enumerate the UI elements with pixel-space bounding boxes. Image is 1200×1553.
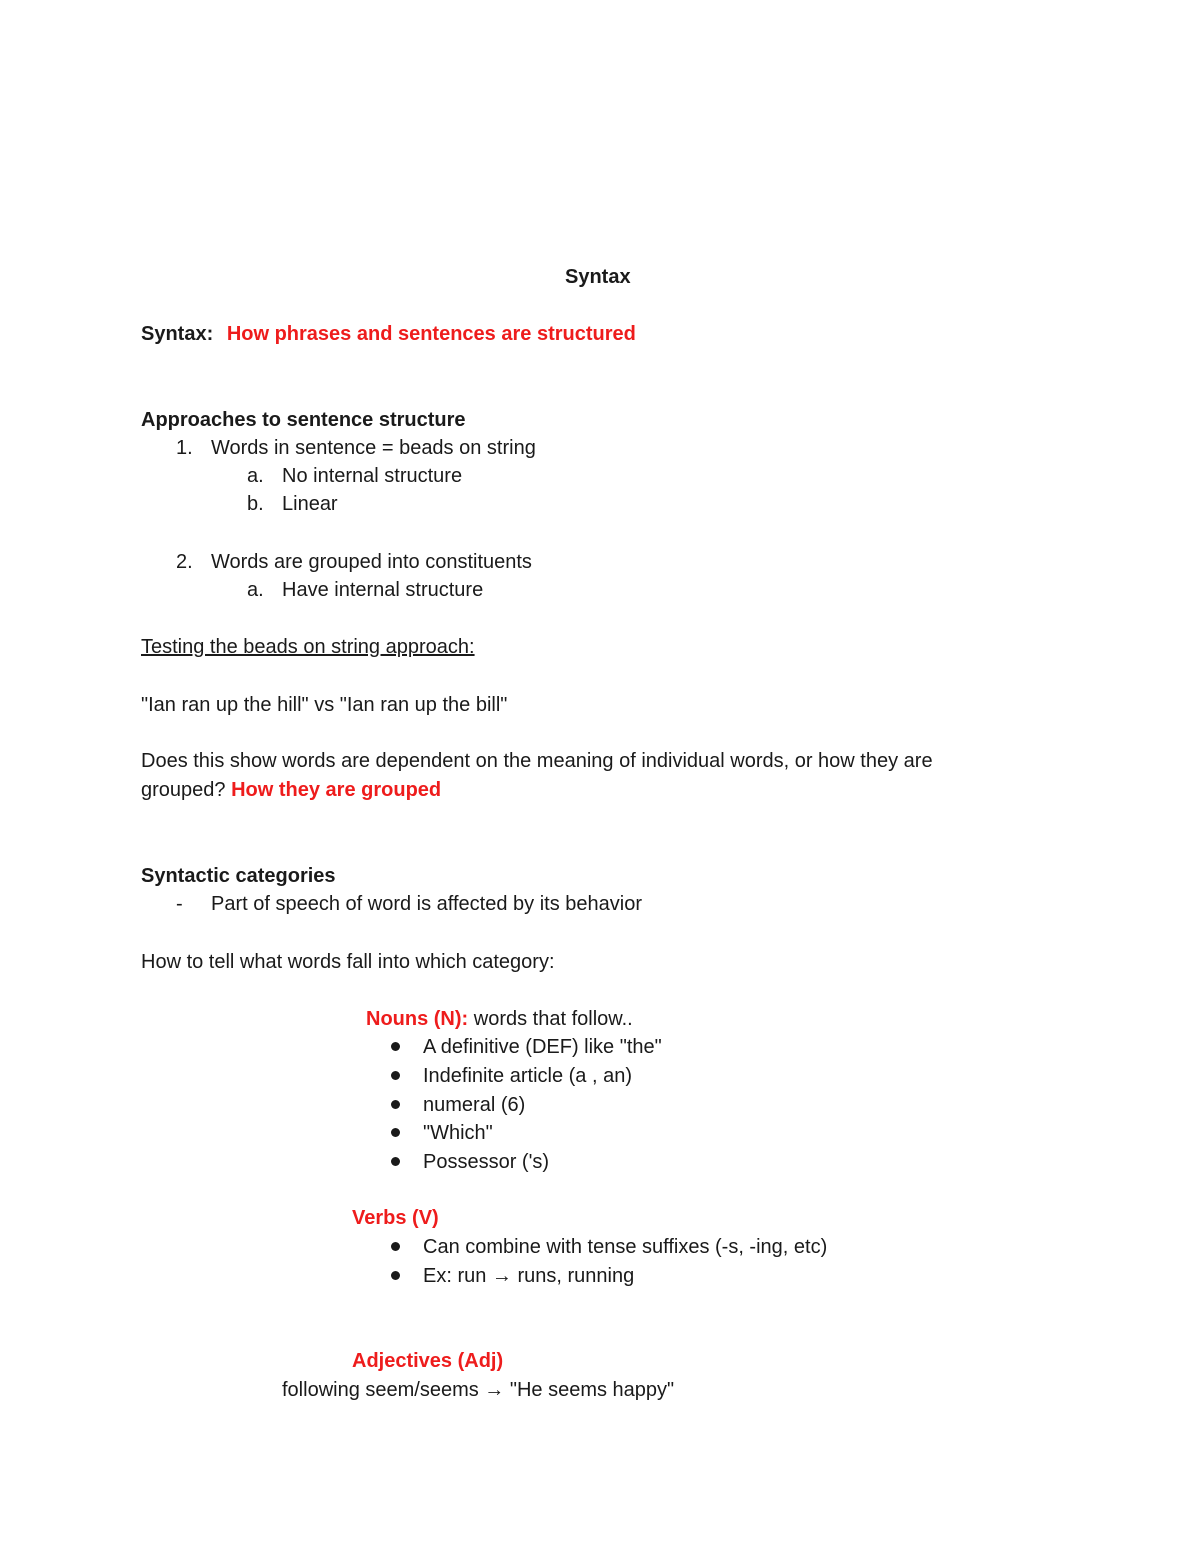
page-title: Syntax bbox=[565, 266, 631, 288]
answer-text: How they are grouped bbox=[231, 779, 442, 801]
nouns-line bbox=[366, 1009, 633, 1029]
sublist-marker: a. bbox=[247, 465, 264, 487]
sublist-item: Have internal structure bbox=[282, 579, 484, 601]
dash-marker: - bbox=[176, 893, 183, 915]
question-line: Does this show words are dependent on the meaning of individual words, or how they are bbox=[141, 750, 933, 772]
sublist-item: Linear bbox=[282, 493, 338, 515]
bullet-icon bbox=[391, 1042, 400, 1051]
bullet-item: A definitive (DEF) like "the" bbox=[423, 1036, 662, 1058]
bullet-icon bbox=[391, 1128, 400, 1137]
definition-label: Syntax: bbox=[141, 323, 214, 345]
adjectives-text: following seem/seems → "He seems happy" bbox=[282, 1379, 675, 1401]
bullet-item: Possessor ('s) bbox=[423, 1151, 550, 1173]
bullet-item: Ex: run → runs, running bbox=[423, 1265, 635, 1287]
nouns-label: Nouns (N): bbox=[366, 1008, 469, 1030]
nouns-text: words that follow.. bbox=[473, 1008, 633, 1030]
list-item: Words in sentence = beads on string bbox=[211, 437, 536, 459]
question-line-2 bbox=[141, 780, 441, 800]
bullet-icon bbox=[391, 1157, 400, 1166]
bullet-item: numeral (6) bbox=[423, 1094, 526, 1116]
bullet-icon bbox=[391, 1100, 400, 1109]
sublist-marker: b. bbox=[247, 493, 264, 515]
verbs-label: Verbs (V) bbox=[352, 1207, 439, 1229]
dash-item: Part of speech of word is affected by its behavior bbox=[211, 893, 642, 915]
list-item: Words are grouped into constituents bbox=[211, 551, 532, 573]
how-to-line: How to tell what words fall into which category: bbox=[141, 951, 555, 973]
list-marker: 1. bbox=[176, 437, 193, 459]
bullet-item: Indefinite article (a , an) bbox=[423, 1065, 632, 1087]
bullet-item: Can combine with tense suffixes (-s, -ing, etc) bbox=[423, 1236, 828, 1258]
definition-text: How phrases and sentences are structured bbox=[226, 323, 636, 345]
definition-line bbox=[141, 324, 636, 344]
bullet-icon bbox=[391, 1242, 400, 1251]
bullet-icon bbox=[391, 1071, 400, 1080]
testing-heading: Testing the beads on string approach: bbox=[141, 636, 475, 658]
bullet-item: "Which" bbox=[423, 1122, 493, 1144]
sublist-item: No internal structure bbox=[282, 465, 463, 487]
adjectives-label: Adjectives (Adj) bbox=[352, 1350, 504, 1372]
sublist-marker: a. bbox=[247, 579, 264, 601]
example-sentence: "Ian ran up the hill" vs "Ian ran up the bill" bbox=[141, 694, 508, 716]
categories-heading: Syntactic categories bbox=[141, 865, 336, 887]
bullet-icon bbox=[391, 1271, 400, 1280]
approaches-heading: Approaches to sentence structure bbox=[141, 409, 466, 431]
list-marker: 2. bbox=[176, 551, 193, 573]
question-tail: grouped? bbox=[141, 779, 226, 801]
